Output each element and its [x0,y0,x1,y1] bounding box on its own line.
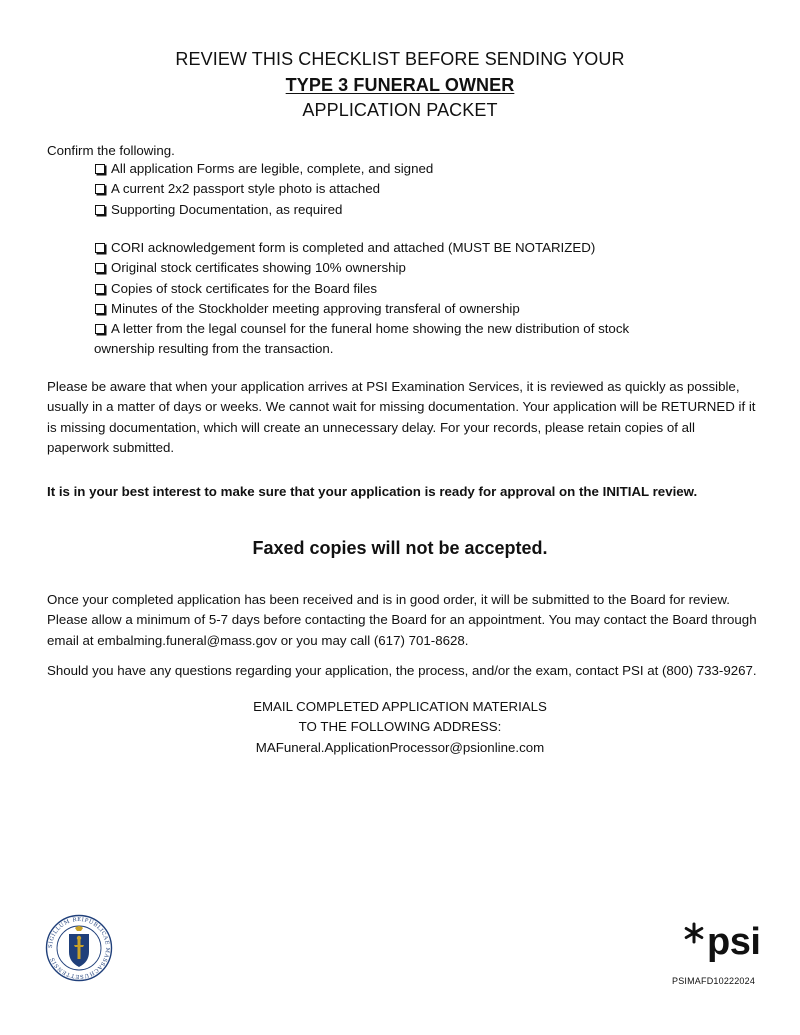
seal-text: SIGILLUM REIPUBLICAE MASSACHUSETTENSIS [47,916,111,980]
checkbox-icon [95,324,105,334]
bold-note: It is in your best interest to make sure that your application is ready for approval on the INITIAL review. [47,484,698,499]
checklist-item-label: Minutes of the Stockholder meeting approving transferal of ownership [111,300,520,316]
email-address: MAFuneral.ApplicationProcessor@psionline.com [255,739,545,755]
checkbox-icon [95,164,105,174]
checklist-item-label: A letter from the legal counsel for the funeral home showing the new distribution of stock [111,321,630,337]
checklist-item-continuation: ownership resulting from the transaction. [94,341,334,357]
checkbox-icon [95,284,105,294]
checklist-group-2 [94,238,734,360]
checklist-item-label: All application Forms are legible, complete, and signed [111,161,434,176]
email-instruction-line-1: EMAIL COMPLETED APPLICATION MATERIALS [253,699,547,714]
checklist-item [94,319,734,339]
checklist-group-1 [94,159,734,220]
checkbox-icon [95,243,105,253]
checkbox-icon [95,263,105,273]
checklist-item-label: Supporting Documentation, as required [111,201,343,217]
checklist-intro: Confirm the following. [47,143,175,158]
title-line-2: TYPE 3 FUNERAL OWNER [285,74,515,95]
faxed-notice: Faxed copies will not be accepted. [252,538,548,558]
title-line-1: REVIEW THIS CHECKLIST BEFORE SENDING YOUR [175,49,625,69]
submission-paragraph: Once your completed application has been received and is in good order, it will be submitted to the Board for review. Please allow a minimum of 5-7 days before contacting the Board for an appointment. You may contact the Board through email at embalming.funeral@mass.gov or you may call (617) 701-8628. [47,592,757,648]
title-line-3: APPLICATION PACKET [302,100,498,120]
checklist-item [94,159,734,179]
checklist-item [94,299,734,319]
questions-paragraph: Should you have any questions regarding your application, the process, and/or the exam, contact PSI at (800) 733-9267. [47,663,757,678]
checklist-item [94,258,734,278]
checklist-item-label: A current 2x2 passport style photo is attached [111,181,381,197]
checkbox-icon [95,304,105,314]
checklist-item-label: Copies of stock certificates for the Board files [111,280,378,296]
document-title [0,47,800,124]
email-instruction-line-2: TO THE FOLLOWING ADDRESS: [298,719,502,735]
checkbox-icon [95,205,105,215]
checklist-item-label: CORI acknowledgement form is completed and attached (MUST BE NOTARIZED) [111,240,596,255]
massachusetts-seal-icon [45,914,113,982]
review-paragraph: Please be aware that when your application arrives at PSI Examination Services, it is reviewed as quickly as possible, usually in a matter of days or weeks. We cannot wait for missing documentation. Your application will be RETURNED if it is missing documentation, which will create an unnecessary delay. For your records, please retain copies of all paperwork submitted. [47,379,756,455]
checklist-item [94,279,734,299]
checklist-item [94,200,734,220]
email-section [0,697,800,758]
checkbox-icon [95,184,105,194]
checklist-item [94,179,734,199]
asterisk-icon [683,922,705,944]
checklist-item-label: Original stock certificates showing 10% ownership [111,260,406,276]
checklist-item [94,238,734,258]
psi-logo: psi [707,921,761,963]
form-code: PSIMAFD10222024 [672,976,756,986]
